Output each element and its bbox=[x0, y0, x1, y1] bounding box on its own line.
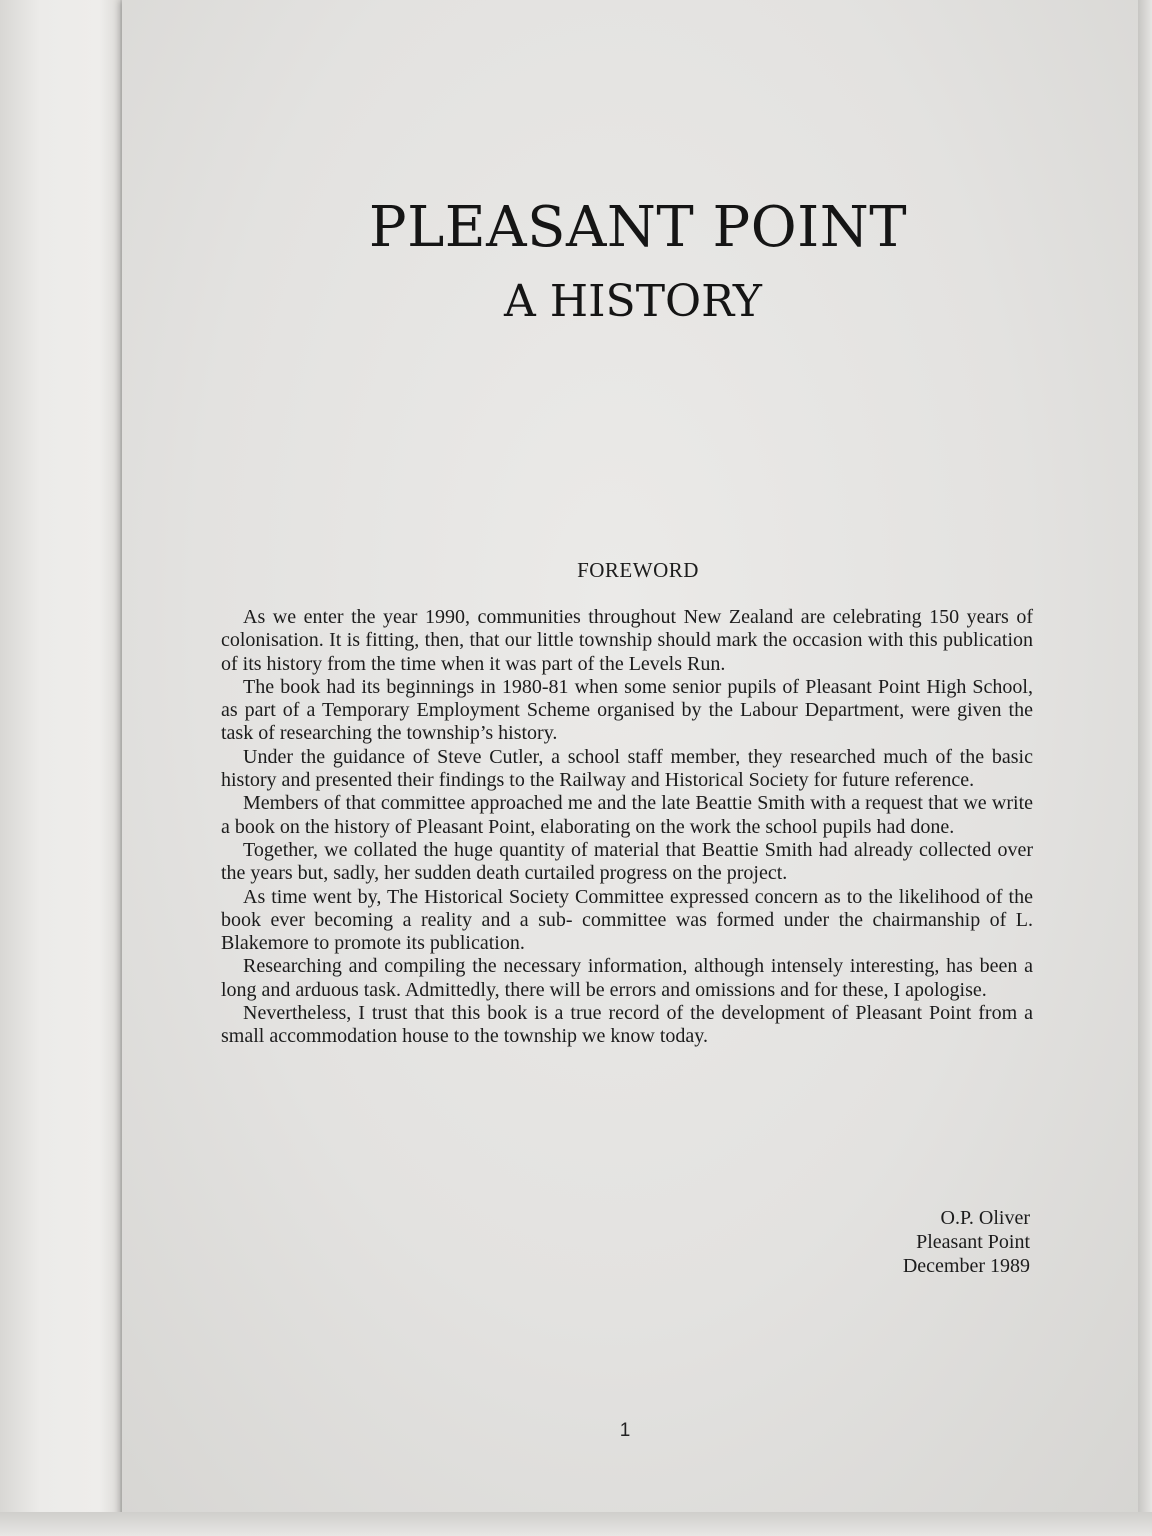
foreword-paragraph: Together, we collated the huge quantity of material that Beattie Smith had already collected over the years but, sadly, her sudden death curtailed progress on the project. bbox=[221, 838, 1033, 885]
left-page-leaf bbox=[0, 0, 120, 1536]
title-block bbox=[122, 190, 1144, 332]
signature-block bbox=[700, 1206, 1030, 1278]
author-place: Pleasant Point bbox=[916, 1231, 1030, 1253]
book-subtitle: A HISTORY bbox=[504, 276, 762, 327]
author-name: O.P. Oliver bbox=[940, 1207, 1030, 1229]
signature-date: December 1989 bbox=[902, 1255, 1030, 1277]
foreword-paragraph: Researching and compiling the necessary information, although intensely interesting, has been a long and arduous task. Admittedly, there will be errors and omissions and for these, I apologise. bbox=[221, 955, 1033, 1001]
foreword-paragraph: As we enter the year 1990, communities throughout New Zealand are celebrating 150 years of colonisation. It is fitting, then, that our little township should mark the occasion with this publication of its history from the time when it was part of the Levels Run. bbox=[221, 606, 1033, 675]
page-bottom-shadow bbox=[0, 1512, 1152, 1536]
foreword-body bbox=[221, 606, 1033, 1049]
page-number: 1 bbox=[619, 1420, 631, 1441]
foreword-paragraph: The book had its beginnings in 1980-81 when some senior pupils of Pleasant Point High School, as part of a Temporary Employment Scheme organised by the Labour Department, were given the task of researching the township’s history. bbox=[221, 675, 1033, 745]
foreword-paragraph: As time went by, The Historical Society Committee expressed concern as to the likelihood of the book ever becoming a reality and a sub- committee was formed under the chairmanship of L. Blakemore to promote its publication. bbox=[221, 885, 1033, 955]
foreword-paragraph: Nevertheless, I trust that this book is a true record of the development of Pleasant Point from a small accommodation house to the township we know today. bbox=[221, 1002, 1033, 1048]
foreword-heading: FOREWORD bbox=[577, 558, 699, 582]
foreword-paragraph: Members of that committee approached me and the late Beattie Smith with a request that we write a book on the history of Pleasant Point, elaborating on the work the school pupils had done. bbox=[221, 792, 1033, 838]
foreword-paragraph: Under the guidance of Steve Cutler, a school staff member, they researched much of the basic history and presented their findings to the Railway and Historical Society for future reference. bbox=[221, 745, 1033, 792]
book-title: PLEASANT POINT bbox=[368, 195, 908, 260]
